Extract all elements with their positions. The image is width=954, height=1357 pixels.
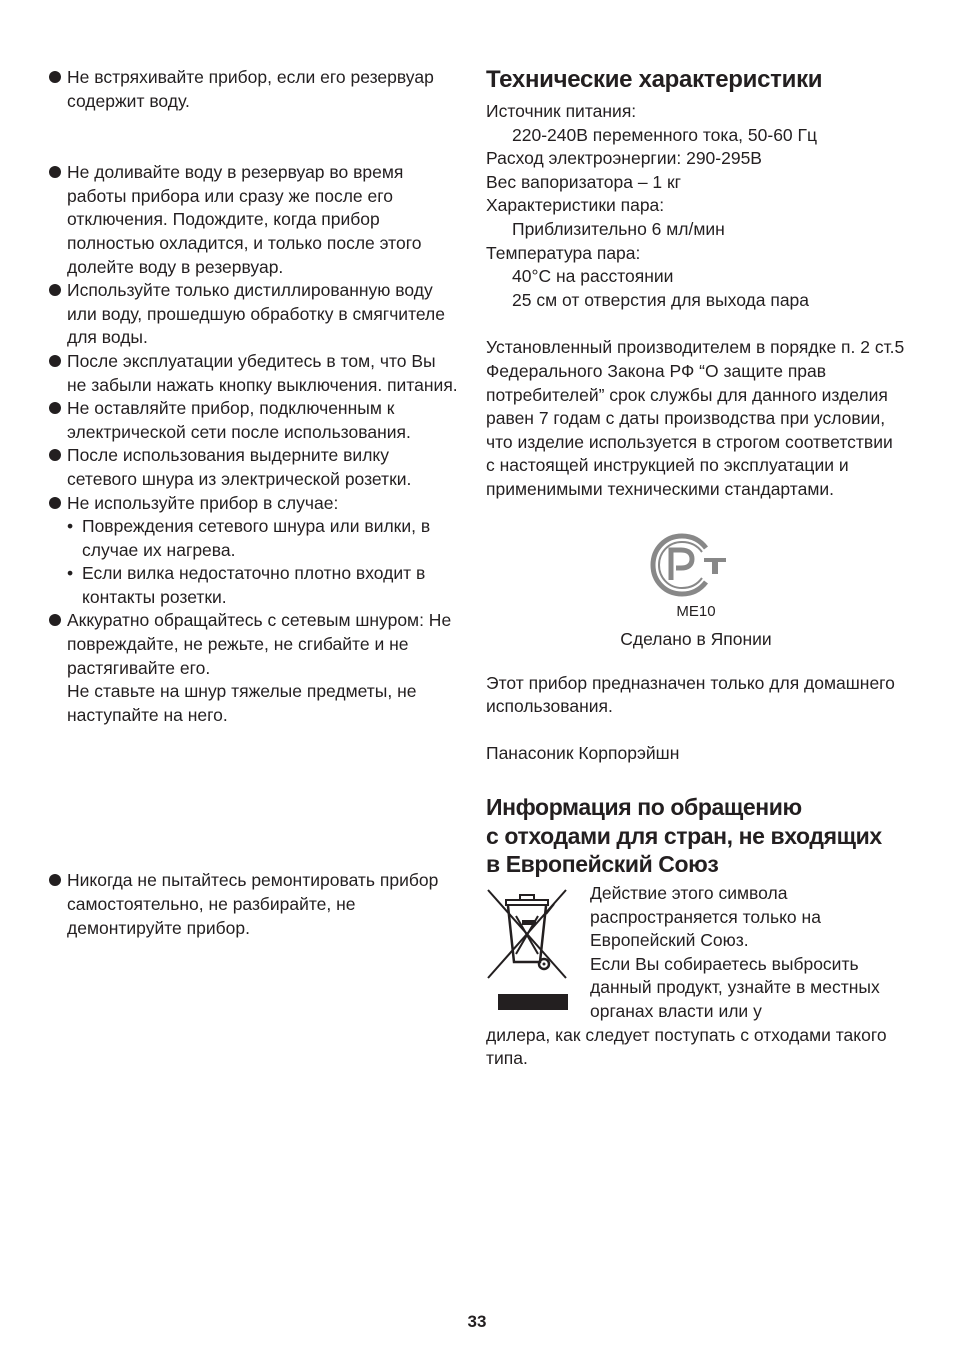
list-item-text: Аккуратно обращайтесь с сетевым шнуром: Не повреждайте, не режьте, не сгибайте и не растягивайте его. (67, 610, 452, 678)
spec-power-value: 220-240В переменного тока, 50-60 Гц (512, 124, 818, 145)
list-item (48, 609, 458, 727)
spec-temp-value: 25 см от отверстия для выхода пара (512, 289, 810, 310)
list-item-text: Не ставьте на шнур тяжелые предметы, не наступайте на него. (67, 681, 417, 725)
spec-power-label: Источник питания: (486, 101, 637, 121)
disposal-paragraph-continued: дилера, как следует поступать с отходами такого типа. (486, 1024, 887, 1069)
right-column (486, 66, 906, 1071)
certification-code: ME10 (676, 602, 716, 620)
service-life-paragraph: Установленный производителем в порядке п. 2 ст.5 Федерального Закона РФ “О защите прав потребителей” срок службы для данного изделия равен 7 годам с даты производства при условии, что изделие используется в строгом соответствии с настоящей инструкцией по эксплуатации и применимыми техническими стандартами. (486, 337, 905, 499)
disposal-heading-line: Информация по обращению (486, 794, 802, 821)
sub-list-item: • Если вилка недостаточно плотно входит в контакты розетки. (48, 562, 458, 609)
list-item: После эксплуатации убедитесь в том, что Вы не забыли нажать кнопку выключения. питания. (48, 350, 458, 397)
list-item: Не оставляйте прибор, подключенным к электрической сети после использования. (48, 397, 458, 444)
specs-heading: Технические характеристики (486, 66, 823, 93)
household-use-note: Этот прибор предназначен только для домашнего использования. (486, 672, 895, 717)
list-item: Используйте только дистиллированную воду или воду, прошедшую обработку в смягчителе для воды. (48, 279, 458, 350)
disposal-heading-line: в Европейский Союз (486, 851, 719, 878)
sub-list-item: • Повреждения сетевого шнура или вилки, в случае их нагрева. (48, 515, 458, 562)
list-item: Никогда не пытайтесь ремонтировать прибор самостоятельно, не разбирайте, не демонтируйте прибор. (48, 869, 458, 940)
list-item: Не используйте прибор в случае: (48, 492, 458, 516)
disposal-info (486, 882, 906, 1024)
spec-consumption: Расход электроэнергии: 290-295В (486, 148, 762, 169)
pct-certification-logo (648, 532, 728, 598)
spec-temp-value: 40°С на расстоянии (512, 266, 674, 287)
spec-steam-value: Приблизительно 6 мл/мин (512, 218, 725, 239)
disposal-paragraph: Действие этого символа распространяется только на Европейский Союз. (590, 882, 821, 951)
disposal-paragraph: Если Вы собираетесь выбросить данный продукт, узнайте в местных органах власти или у (590, 953, 880, 1021)
pct-logo-icon (648, 532, 728, 598)
made-in: Сделано в Японии (620, 629, 772, 650)
list-item: Не встряхивайте прибор, если его резервуар содержит воду. (48, 66, 458, 113)
list-item: Не доливайте воду в резервуар во время работы прибора или сразу же после его отключения. Подождите, когда прибор полностью охладится, и только после этого долейте воду в резервуар. (48, 161, 458, 279)
spec-temp-label: Температура пара: (486, 242, 641, 263)
disposal-text (590, 882, 906, 1024)
disposal-heading (486, 793, 906, 879)
company-name: Панасоник Корпорэйшн (486, 742, 680, 763)
crossed-out-wheelie-bin-icon (486, 882, 578, 1024)
safety-instructions (48, 66, 458, 940)
page-number: 33 (467, 1312, 487, 1331)
disposal-heading-line: с отходами для стран, не входящих (486, 822, 882, 849)
spec-weight: Вес вапоризатора – 1 кг (486, 171, 682, 192)
spec-steam-label: Характеристики пара: (486, 195, 665, 216)
list-item: После использования выдерните вилку сетевого шнура из электрической розетки. (48, 444, 458, 491)
